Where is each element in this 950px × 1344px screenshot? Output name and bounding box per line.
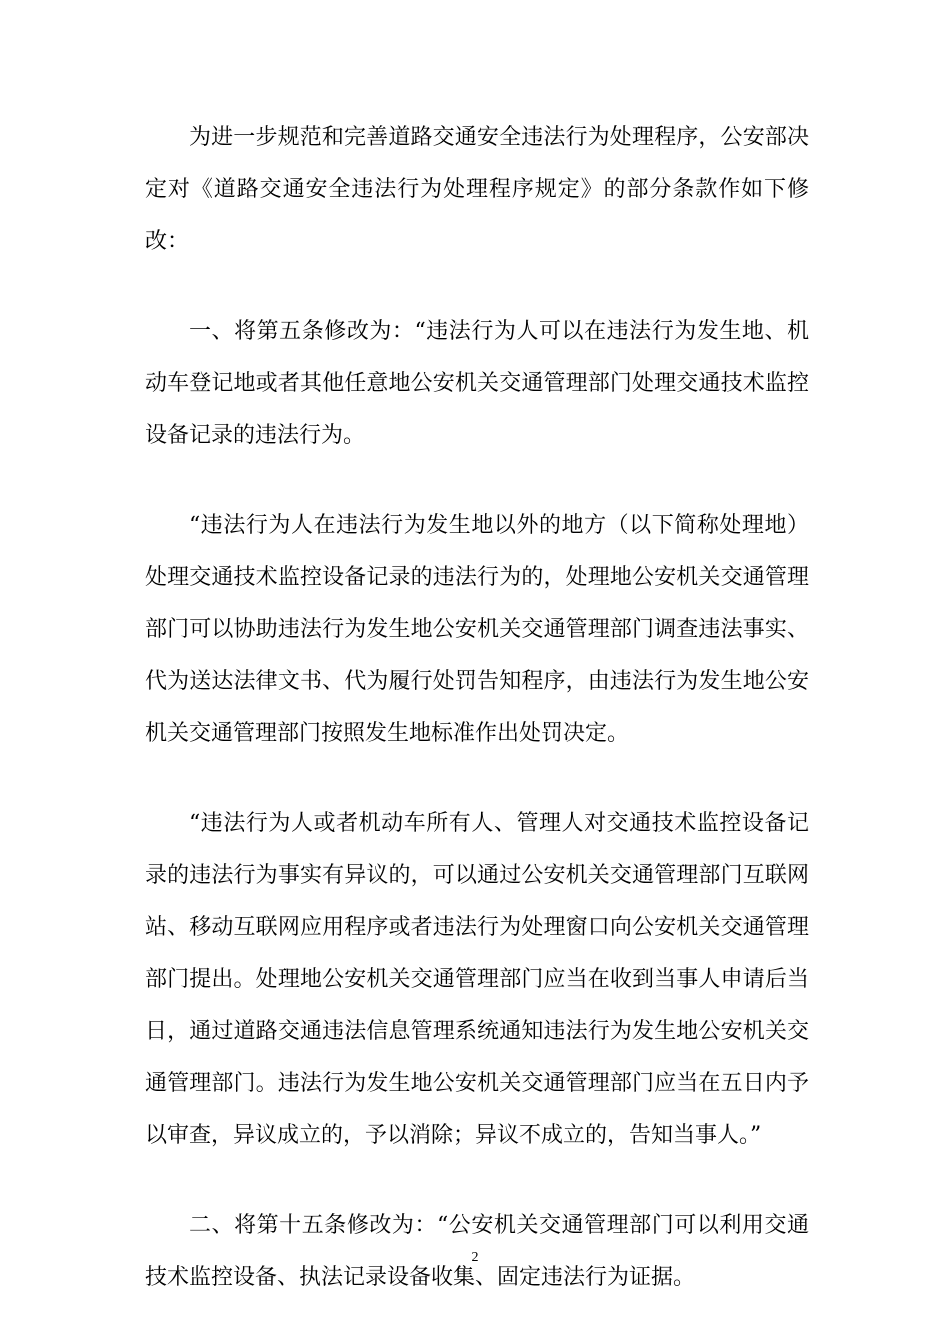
paragraph-article-5: 一、将第五条修改为：“违法行为人可以在违法行为发生地、机动车登记地或者其他任意地公安机关交通管理部门处理交通技术监控设备记录的违法行为。: [145, 319, 809, 448]
paragraph-article-5-clause-2: “违法行为人在违法行为发生地以外的地方（以下简称处理地）处理交通技术监控设备记录的违法行为的，处理地公安机关交通管理部门可以协助违法行为发生地公安机关交通管理部门调查违法事实、代为送达法律文书、代为履行处罚告知程序，由违法行为发生地公安机关交通管理部门按照发生地标准作出处罚决定。: [145, 513, 809, 746]
paragraph-intro: 为进一步规范和完善道路交通安全违法行为处理程序，公安部决定对《道路交通安全违法行为处理程序规定》的部分条款作如下修改：: [145, 125, 809, 254]
page-number: 2: [471, 1250, 479, 1265]
paragraph-article-5-clause-3: “违法行为人或者机动车所有人、管理人对交通技术监控设备记录的违法行为事实有异议的，可以通过公安机关交通管理部门互联网站、移动互联网应用程序或者违法行为处理窗口向公安机关交通管理部门提出。处理地公安机关交通管理部门应当在收到当事人申请后当日，通过道路交通违法信息管理系统通知违法行为发生地公安机关交通管理部门。违法行为发生地公安机关交通管理部门应当在五日内予以审查，异议成立的，予以消除；异议不成立的，告知当事人。”: [145, 811, 809, 1148]
paragraph-article-15: 二、将第十五条修改为：“公安机关交通管理部门可以利用交通技术监控设备、执法记录设备收集、固定违法行为证据。: [145, 1213, 809, 1290]
document-body: [145, 112, 809, 1342]
